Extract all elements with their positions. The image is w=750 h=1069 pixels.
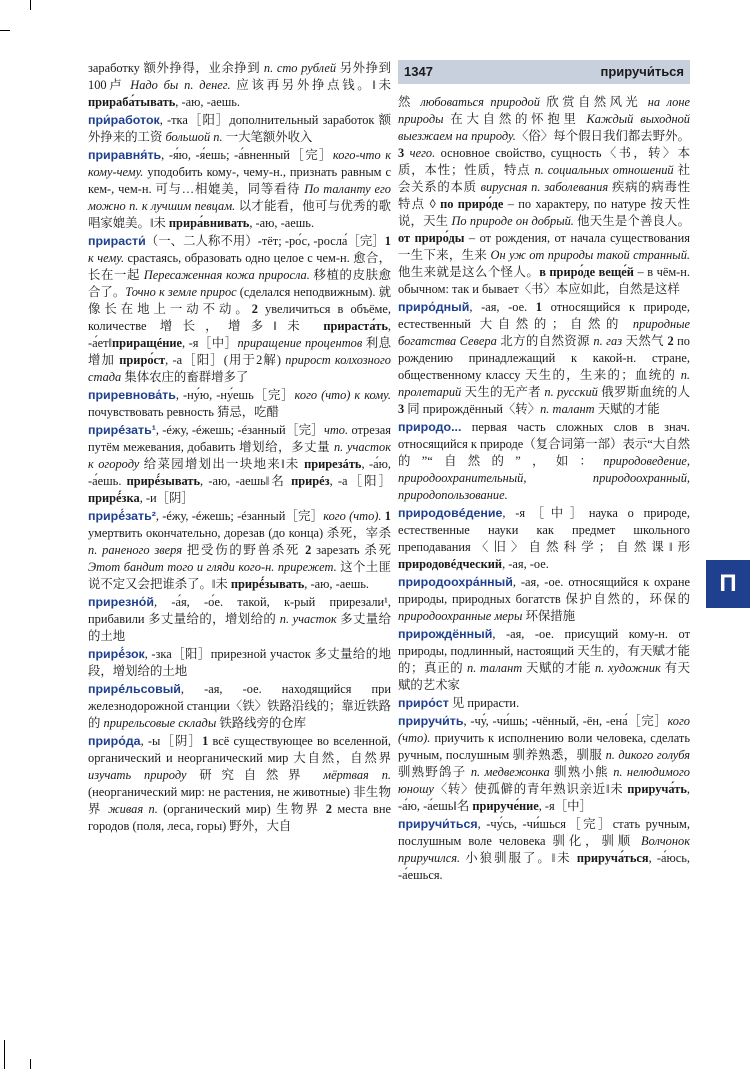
italic-example: п. сто рублей	[263, 61, 337, 75]
headword: зать¹	[125, 423, 156, 437]
entry-text: уподобить кому-, чему-н., признать равным с кем-, чем-н. 可与…相媲美，同等看待	[88, 165, 391, 196]
headword: прирé́зок	[88, 647, 145, 661]
italic-example: п. пролетарий	[398, 368, 690, 399]
headword: природоохра́нный	[398, 575, 513, 589]
entry-text: 驯熟小熊	[549, 765, 614, 779]
dictionary-entry	[398, 505, 690, 573]
italic-example: природоохранные меры	[398, 609, 523, 623]
entry-text: – по характеру, по натуре 按天性说，天生	[398, 197, 690, 228]
entry-text: срастаясь, образовать одно целое с чем-н. 愈合，长在一起	[88, 251, 391, 282]
italic-example: п. талант	[540, 402, 595, 416]
bold-form: прираста́ть	[323, 319, 388, 333]
italic-example: изучать природу	[88, 768, 187, 782]
entry-text: 同 прирождённый〈转〉	[404, 402, 541, 416]
entry-text: , -и［阴］	[139, 491, 194, 505]
headword: приручи́ться	[398, 817, 478, 831]
italic-example: вирусная п. заболевания	[480, 180, 609, 194]
entry-text: , -зка［阳］прирезной участок 多丈量给的地段，增划给的土地	[88, 647, 391, 678]
dictionary-entry	[398, 574, 690, 625]
entry-text: места вне городов (поля, леса, горы) 野外，大自	[88, 802, 391, 833]
bold-form: 1	[384, 234, 391, 248]
page-number: 1347	[404, 64, 433, 79]
entry-text: (неорганический мир: не растения, не животные) 非生物界	[88, 785, 391, 816]
bold-form: прирé́зывать	[126, 474, 201, 488]
entry-text: 环保措施	[522, 609, 576, 623]
headword: прирé	[88, 423, 126, 437]
bold-form: от приро́ды	[398, 231, 465, 245]
bold-form: 1	[384, 509, 391, 523]
entry-text: , -аю, -аешь.	[249, 216, 315, 230]
entry-text: 然	[398, 95, 421, 109]
entry-text: 驯熟野鸽子	[398, 765, 471, 779]
bold-form: приpéз	[291, 474, 330, 488]
entry-text: 他生来就是这么个怪人。	[398, 265, 540, 279]
bold-form: природовéдческий	[398, 557, 503, 571]
entry-text: , -а́ю, -а́ешь‖名	[398, 782, 690, 813]
entry-text: 多丈量给的土地	[88, 612, 391, 643]
entry-text: умертвить окончательно, дорезав (до конца) 杀死，宰杀	[88, 526, 391, 540]
entry-text: – от рождения, от начала существования 一生下来，生来	[398, 231, 690, 262]
italic-example: чего.	[409, 146, 436, 160]
entry-text: , -а́я, -о́е. такой, к-рый прирезали¹, прибавили 多丈量给的，增划给的	[88, 595, 391, 626]
italic-example: мёртвая п.	[323, 768, 391, 782]
bold-form: 2	[667, 334, 674, 348]
italic-example: п. нелюдимого юношу	[398, 765, 690, 796]
headword: прирéльсовый	[88, 682, 181, 696]
headword: прирé́зать²	[88, 509, 156, 523]
entry-text: , -аю, -аешь‖名	[200, 474, 292, 488]
italic-example: п. социальных отношений	[534, 163, 674, 177]
bold-form: прируча́ться	[576, 851, 649, 865]
italic-example: п. участок к огороду	[88, 440, 391, 471]
entry-text: 有天赋的艺术家	[398, 661, 691, 692]
dictionary-entry	[398, 94, 690, 298]
entry-text: 把受伤的野兽杀死	[181, 543, 306, 557]
entry-text: , -ая, -ое. находящийся при железнодорожной станции〈铁〉铁路沿线的；靠近铁路的	[88, 682, 391, 730]
entry-text: 天然气	[622, 334, 668, 348]
entry-text: , -ая, -ое. присущий кому-н. от природы, подлинный, настоящий 天生的，有天赋才能的；真正的	[398, 627, 690, 675]
italic-example: приращение процентов	[237, 336, 363, 350]
entry-text: 这个土匪说不定又会把谁杀了。‖未	[88, 560, 391, 591]
dictionary-entry	[88, 233, 391, 386]
entry-text: , -аю, -аешь.	[304, 577, 369, 591]
dictionary-entry	[88, 508, 391, 593]
dictionary-entry	[88, 681, 391, 732]
dictionary-entry	[88, 112, 391, 146]
italic-example: Волчонок приручился.	[398, 834, 690, 865]
italic-example: природные богатства Севера	[398, 317, 690, 348]
bold-form: 2	[325, 802, 332, 816]
headword: прирасти́	[88, 234, 146, 248]
entry-text: , -я［中］	[538, 799, 592, 813]
headword: приро́да	[88, 734, 141, 748]
italic-example: прирост колхозного стада	[88, 353, 391, 384]
entry-text: 见 прирасти.	[448, 696, 520, 710]
entry-text: , -ая, -ое. относящийся к охране природы, природных богатств 保护自然的，环保的	[398, 575, 690, 606]
bold-form: приро́ст	[119, 353, 166, 367]
entry-text: , -аю, -аешь.	[175, 95, 240, 109]
italic-example: Каждый выходной выезжаем на природу.	[398, 112, 691, 143]
headword: приравня́ть	[88, 148, 162, 162]
italic-example: на лоне природы	[398, 95, 690, 126]
entry-text: первая часть сложных слов в знач. относящийся к природе（复合词第一部）表示“大自然的”“自然的”，如：	[398, 420, 690, 468]
entry-text: всё существующее во вселенной, органический и неорганический мир 大自然，自然界	[88, 734, 391, 765]
bold-form: 3	[398, 146, 405, 160]
entry-text: , -я［中］	[182, 336, 238, 350]
entry-text: , -чу́, -чи́шь; -чённый, -ён, -ена́［完］	[463, 714, 668, 728]
guide-word: приручи́ться	[600, 64, 684, 79]
entry-text: 应该再另外挣点钱。‖未	[230, 78, 392, 92]
bold-form: прираба́тывать	[88, 95, 176, 109]
entry-text: , -а́ю, -а́ешь.	[88, 457, 391, 488]
headword: приручи́ть	[398, 714, 464, 728]
dictionary-entry	[398, 695, 690, 712]
entry-text: 给菜园增划出一块地来‖未	[139, 457, 305, 471]
dictionary-entry	[398, 713, 690, 815]
italic-example: п. русский	[544, 385, 598, 399]
entry-text: （一、二人称不用）-тёт; -ро́с, -росла́［完］	[145, 234, 385, 248]
bold-form: 2	[251, 302, 258, 316]
entry-text: 〈转〉使孤僻的青年熟识亲近‖未	[433, 782, 628, 796]
entry-text: приучить к исполнению воли человека, сделать ручным, послушным 驯养熟悉，驯服	[398, 731, 690, 762]
italic-example: кого (что) к кому.	[294, 388, 391, 402]
entry-text: 在大自然的怀抱里	[443, 112, 587, 126]
bold-form: 2	[305, 543, 312, 557]
italic-example: что.	[323, 423, 349, 437]
headword: приревнова́ть	[88, 388, 176, 402]
entry-text: , -я［中］наука о природе, естественные науки как предмет школьного преподавания〈旧〉自然科学；自然课‖形	[398, 506, 690, 554]
dictionary-entry	[88, 646, 391, 680]
italic-example: п. медвежонка	[470, 765, 550, 779]
entry-text: (органический мир) 生物界	[157, 802, 326, 816]
dictionary-entry	[398, 816, 690, 884]
headword: приро́ст	[398, 696, 449, 710]
entry-text: основное свойство, сущность〈书，转〉本质，本性；性质，特点	[398, 146, 690, 177]
bold-form: прируча́ть	[627, 782, 687, 796]
italic-example: Он уж от природы такой странный.	[490, 248, 690, 262]
crop-mark-top-left-h	[0, 30, 10, 31]
entry-text: отрезая путём межевания, добавить 增划给，多丈量	[88, 423, 391, 454]
entry-text: , -ая, -ое.	[469, 300, 536, 314]
running-header	[398, 60, 690, 84]
bold-form: 3	[398, 402, 405, 416]
dictionary-entry	[88, 733, 391, 835]
headword: прирезно́й	[88, 595, 154, 609]
entry-text: 另外挣到100卢	[88, 61, 391, 92]
entry-text: 铁路线旁的仓库	[216, 716, 307, 730]
italic-example: п. художник	[594, 661, 661, 675]
right-column	[398, 94, 690, 885]
entry-text: 天赋的才能	[522, 661, 595, 675]
entry-text: , -а［阳］(用于2解)	[165, 353, 286, 367]
bold-form: прирé́зывать	[230, 577, 305, 591]
italic-example: п. талант	[467, 661, 523, 675]
entry-text: 欣赏自然风光	[539, 95, 648, 109]
entry-text: по рождению принадлежащий к какой-н. стране, общественному классу 天生的，生来的；血统的	[398, 334, 690, 382]
dictionary-entry	[88, 422, 391, 507]
italic-example: прирельсовые склады	[103, 716, 217, 730]
bold-form: приращéние	[112, 336, 183, 350]
italic-example: большой п.	[165, 130, 223, 144]
italic-example: кого (что).	[323, 509, 382, 523]
bold-form: прируче́ние	[472, 799, 539, 813]
italic-example: природоведение, природоохранительный, природоохранный, природопользование.	[398, 454, 690, 502]
bold-form: 1	[202, 734, 209, 748]
dictionary-entry	[88, 387, 391, 421]
entry-text: , -ая, -ое.	[502, 557, 549, 571]
entry-text: 社会关系的本质	[398, 163, 690, 194]
dictionary-entry	[88, 60, 391, 111]
entry-text: , -éжу, -éжешь; -éзанный［完］	[155, 423, 324, 437]
entry-text: 天赋的才能	[594, 402, 660, 416]
entry-text: 俄罗斯血统的人	[597, 385, 691, 399]
bold-form: прирезáть	[304, 457, 362, 471]
entry-text: , -я́ю, -я́ешь; -а́вненный［完］	[161, 148, 333, 162]
entry-text: – в чём-н. обычном: так и бывает〈书〉本应如此，自然是这样	[398, 265, 691, 296]
entry-text: 天生的无产者	[461, 385, 545, 399]
entry-text: увеличиться в объёме, количестве 增长，增多‖未	[88, 302, 391, 333]
italic-example: к чему.	[88, 251, 125, 265]
bold-form: в приро́де веще́й	[539, 265, 634, 279]
italic-example: кого-что к кому-чему.	[88, 148, 392, 179]
entry-text: 他天生是个善良人。	[573, 214, 690, 228]
thumb-index-tab: П	[706, 560, 750, 608]
entry-text: зарезать 杀死	[311, 543, 391, 557]
entry-text: 小狼驯服了。‖未	[460, 851, 577, 865]
dictionary-entry	[398, 299, 690, 418]
entry-text: 〈俗〉每个假日我们都去野外。	[515, 129, 690, 143]
crop-mark-bottom-left-v	[4, 1040, 5, 1069]
italic-example: Надо бы п. денег.	[130, 78, 231, 92]
entry-text: , -тка［阳］дополнительный заработок 额外挣来的工资	[88, 113, 391, 144]
headword: природо...	[398, 420, 462, 434]
italic-example: Точно к земле прирос	[125, 285, 237, 299]
italic-example: По природе он добрый.	[451, 214, 574, 228]
dictionary-entry	[398, 626, 690, 694]
italic-example: По таланту его можно п. к лучшим певцам.	[88, 182, 391, 213]
entry-text: 集体农庄的畜群增多了	[121, 370, 249, 384]
entry-text: , -чу́сь, -чи́шься［完］стать ручным, послушным воле человека 驯化，驯顺	[398, 817, 690, 848]
entry-text: 研究自然界	[186, 768, 324, 782]
entry-text: 移植的皮肤愈合了。	[88, 268, 391, 299]
italic-example: Пересаженная кожа приросла.	[143, 268, 310, 282]
crop-mark-top-left-v	[30, 0, 31, 10]
headword: природовéдение	[398, 506, 503, 520]
bold-form: по приро́де	[440, 197, 504, 211]
italic-example: кого (что).	[398, 714, 690, 745]
headword: приро́дный	[398, 300, 470, 314]
headword: прирождённый	[398, 627, 493, 641]
left-column	[88, 60, 391, 836]
bold-form: прира́внивать	[168, 216, 250, 230]
entry-text: почувствовать ревность 猜忌，吃醋	[88, 405, 279, 419]
entry-text: 北方的自然资源	[496, 334, 594, 348]
entry-text: , -éжу, -éжешь; -éзанный［完］	[155, 509, 324, 523]
italic-example: п. газ	[593, 334, 623, 348]
entry-text: заработку 额外挣得，业余挣到	[88, 61, 264, 75]
italic-example: п. участок	[279, 612, 337, 626]
italic-example: живая п.	[108, 802, 158, 816]
entry-text: 疾病的病毒性特点 ◊	[398, 180, 690, 211]
entry-text: относящийся к природе, естественный 大自然的；自然的	[398, 300, 690, 331]
entry-text: , -а́ет‖	[88, 319, 391, 350]
bold-form: прирé́зка	[88, 491, 140, 505]
entry-text: (сделался неподвижным). 就像长在地上一动不动。	[88, 285, 391, 316]
entry-text: 一大笔额外收入	[222, 130, 313, 144]
entry-text: , -ну́ю, -ну́ешь［完］	[175, 388, 295, 402]
entry-text: , -а́юсь, -а́ешься.	[398, 851, 690, 882]
dictionary-entry	[88, 594, 391, 645]
entry-text: , -а［阳］	[329, 474, 391, 488]
entry-text: 以才能看，他可与优秀的歌唱家媲美。‖未	[88, 199, 391, 230]
dictionary-entry	[398, 419, 690, 504]
italic-example: п. раненого зверя	[88, 543, 182, 557]
italic-example: Этот бандит того и гляди кого-н. прирежет.	[88, 560, 337, 574]
crop-mark-bottom-left-v2	[30, 1059, 31, 1069]
dictionary-entry	[88, 147, 391, 232]
entry-text: 利息增加	[88, 336, 391, 367]
italic-example: п. дикого голубя	[605, 748, 690, 762]
headword: при́работок	[88, 113, 160, 127]
bold-form: 1	[535, 300, 542, 314]
italic-example: любоваться природой	[420, 95, 540, 109]
entry-text: , -ы［阴］	[140, 734, 203, 748]
